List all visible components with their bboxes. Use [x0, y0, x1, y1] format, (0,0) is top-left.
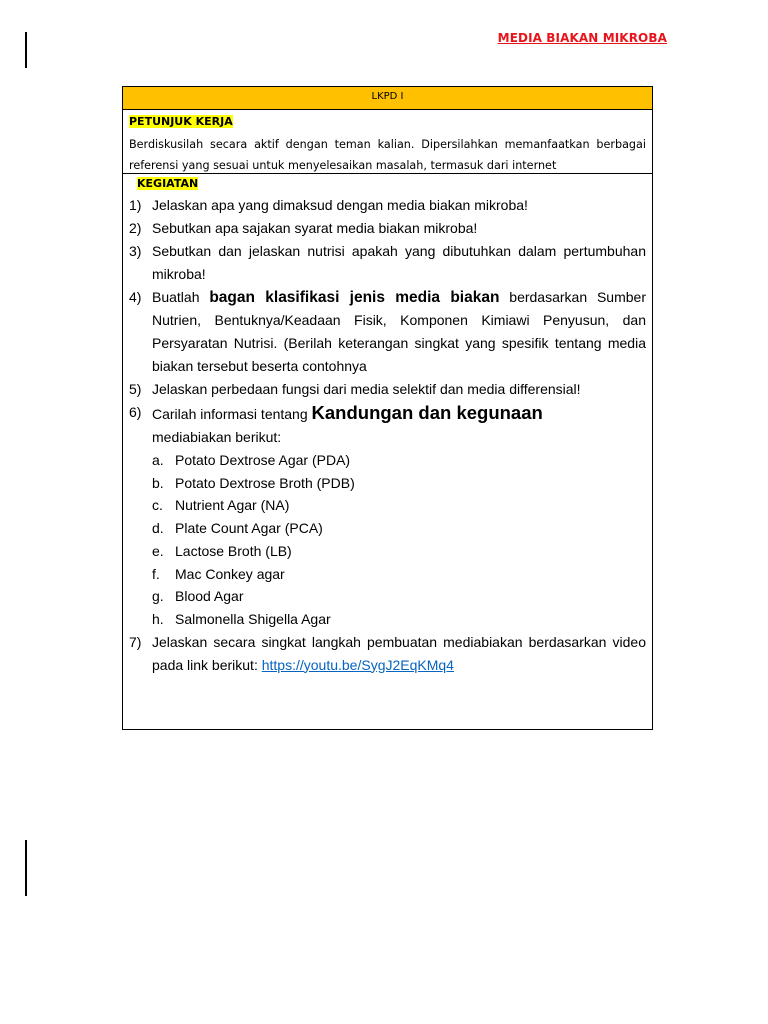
media-list-letter: f.	[152, 565, 160, 582]
video-link[interactable]: https://youtu.be/SygJ2EqKMq4	[261, 656, 454, 673]
question-item	[129, 240, 646, 286]
activity-heading: KEGIATAN	[137, 177, 199, 190]
question-number: 6)	[129, 404, 142, 420]
question-number: 1)	[129, 197, 142, 213]
instructions-body: Berdiskusilah secara aktif dengan teman kalian. Dipersilahkan memanfaatkan berbagai referensi yang sesuai untuk menyelesaikan masalah, termasuk dari internet	[129, 138, 646, 172]
media-list-item	[152, 472, 646, 495]
instructions-heading: PETUNJUK KERJA	[129, 115, 233, 128]
media-list-item	[152, 563, 646, 586]
media-list-text: Potato Dextrose Agar (PDA)	[175, 452, 351, 468]
media-list	[152, 449, 646, 631]
margin-mark-bottom	[25, 840, 27, 896]
instructions-section	[123, 110, 652, 174]
question-text	[152, 401, 646, 631]
question-text-intro: Jelaskan secara singkat langkah pembuatan mediabiakan berdasarkan video pada link berikut:	[152, 633, 646, 673]
margin-mark-top	[25, 32, 27, 68]
question-number: 7)	[129, 633, 142, 650]
media-list-text: Nutrient Agar (NA)	[175, 497, 290, 514]
lkpd-title: LKPD I	[123, 87, 652, 110]
media-list-item	[152, 449, 646, 472]
question-number: 3)	[129, 243, 142, 259]
media-list-letter: d.	[152, 520, 164, 537]
media-list-text: Plate Count Agar (PCA)	[175, 520, 323, 537]
question-text-rest: berdasarkan Sumber Nutrien, Bentuknya/Keadaan Fisik, Komponen Kimiawi Penyusun, dan Persyaratan Nutrisi. (Berilah keterangan singkat yang spesifik tentang media biakan tersebut beserta contohnya	[152, 289, 646, 374]
media-list-item	[152, 494, 646, 517]
question-text	[152, 286, 646, 378]
media-list-item	[152, 540, 646, 563]
question-item	[129, 401, 646, 631]
question-text: Jelaskan perbedaan fungsi dari media selektif dan media differensial!	[152, 381, 581, 397]
question-item	[129, 631, 646, 677]
question-number: 4)	[129, 289, 142, 305]
question-item	[129, 217, 646, 240]
question-number: 2)	[129, 220, 142, 236]
question-text-rest: mediabiakan berikut:	[152, 429, 282, 445]
question-number: 5)	[129, 381, 142, 397]
question-item	[129, 194, 646, 217]
question-text-emphasis: Kandungan dan kegunaan	[311, 402, 543, 423]
question-text: Jelaskan apa yang dimaksud dengan media biakan mikroba!	[152, 197, 528, 213]
question-text: Sebutkan dan jelaskan nutrisi apakah yang dibutuhkan dalam pertumbuhan mikroba!	[152, 243, 646, 282]
question-item	[129, 378, 646, 401]
question-text	[152, 631, 646, 677]
media-list-text: Mac Conkey agar	[175, 565, 285, 582]
question-text-intro: Buatlah	[152, 289, 210, 305]
media-list-text: Blood Agar	[175, 588, 244, 605]
media-list-item	[152, 608, 646, 631]
question-text-emphasis: bagan klasifikasi jenis media biakan	[209, 289, 500, 306]
media-list-item	[152, 585, 646, 608]
question-item	[129, 286, 646, 378]
media-list-letter: e.	[152, 542, 164, 559]
lkpd-box	[122, 86, 653, 730]
media-list-text: Potato Dextrose Broth (PDB)	[175, 474, 355, 491]
media-list-text: Salmonella Shigella Agar	[175, 610, 331, 627]
media-list-letter: c.	[152, 497, 163, 514]
media-list-item	[152, 517, 646, 540]
question-list	[129, 194, 646, 677]
activity-section	[123, 174, 652, 677]
media-list-letter: a.	[152, 452, 164, 468]
media-list-letter: g.	[152, 588, 164, 605]
question-text: Sebutkan apa sajakan syarat media biakan mikroba!	[152, 220, 478, 236]
media-list-text: Lactose Broth (LB)	[175, 542, 292, 559]
document-header-title: MEDIA BIAKAN MIKROBA	[497, 31, 667, 45]
media-list-letter: h.	[152, 610, 164, 627]
media-list-letter: b.	[152, 474, 164, 491]
question-text-intro: Carilah informasi tentang	[152, 406, 312, 422]
